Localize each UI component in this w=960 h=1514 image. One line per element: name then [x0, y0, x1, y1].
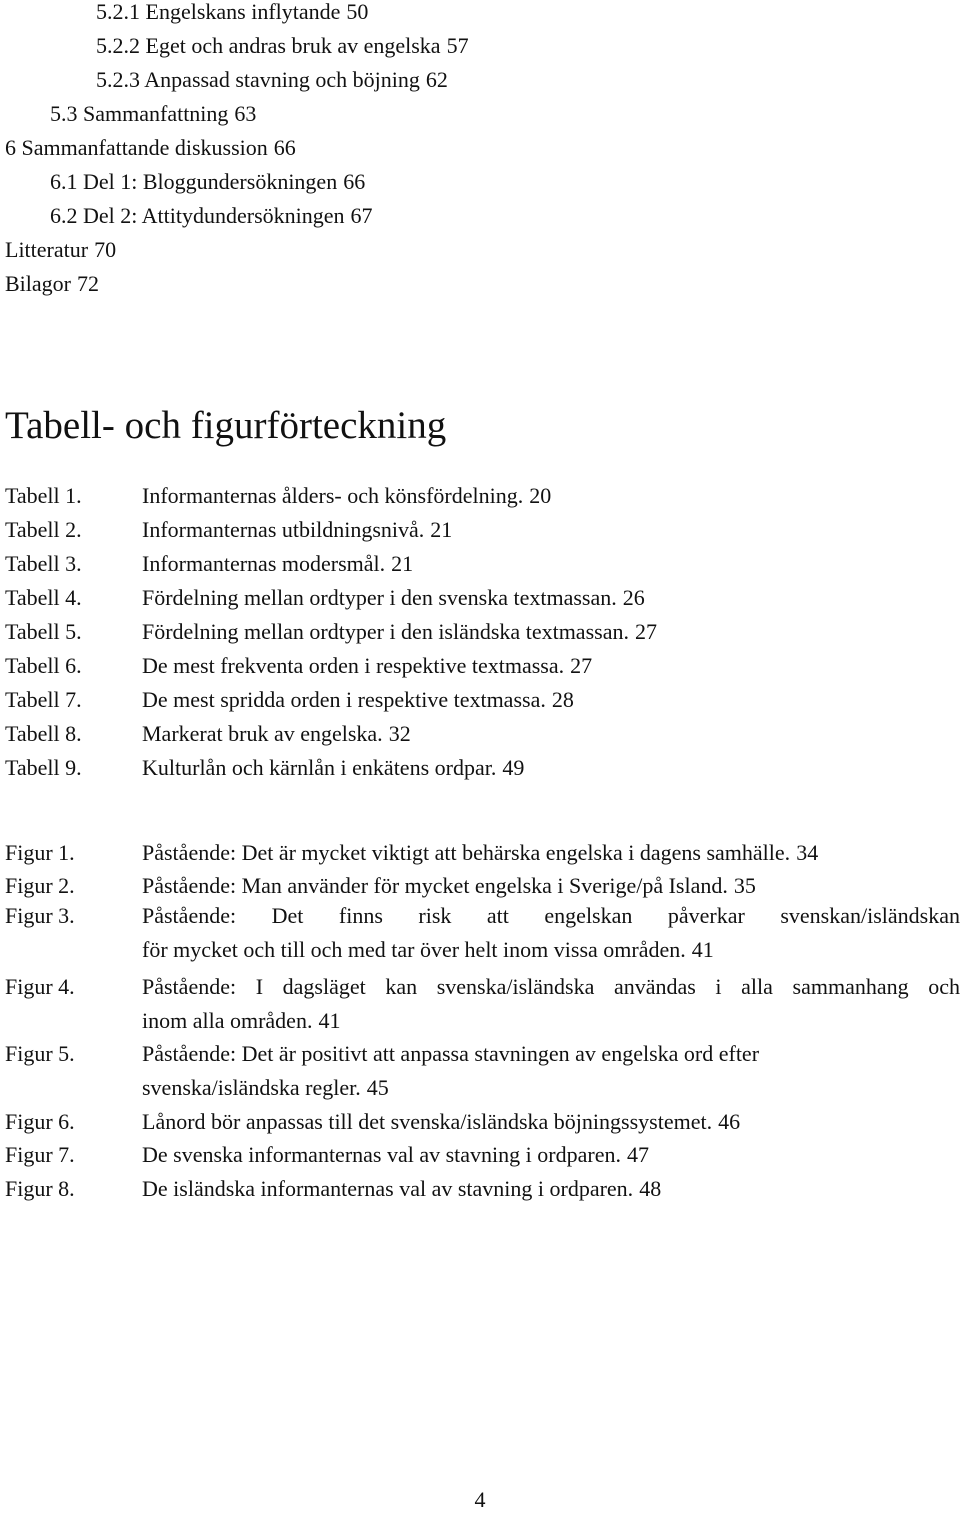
figure-entry: Figur 8. De isländska informanternas val av stavning i ordparen. 48 [5, 1176, 662, 1201]
table-entry: Tabell 4. Fördelning mellan ordtyper i den svenska textmassan. 26 [5, 585, 645, 610]
figure-entry: Figur 1. Påstående: Det är mycket viktigt att behärska engelska i dagens samhälle. 34 [5, 840, 819, 865]
section-heading: Tabell- och figurförteckning [5, 404, 447, 447]
table-entry: Tabell 6. De mest frekventa orden i respektive textmassa. 27 [5, 653, 593, 678]
table-entry: Tabell 2. Informanternas utbildningsnivå. 21 [5, 517, 453, 542]
figure-entry: Figur 5. Påstående: Det är positivt att anpassa stavningen av engelska ord efter svenska/isländska regler. 45 [5, 1041, 760, 1100]
table-entry: Tabell 8. Markerat bruk av engelska. 32 [5, 721, 411, 746]
figure-entry: Figur 6. Lånord bör anpassas till det svenska/isländska böjningssystemet. 46 [5, 1109, 741, 1134]
table-entry: Tabell 1. Informanternas ålders- och könsfördelning. 20 [5, 483, 552, 508]
figure-entry: Figur 4. Påstående: I dagsläget kan svenska/isländska användas i alla sammanhang och inom alla områden. 41 [5, 974, 960, 1033]
figure-entry: Figur 2. Påstående: Man använder för mycket engelska i Sverige/på Island. 35 [5, 873, 756, 898]
figure-entry: Figur 3. Påstående: Det finns risk att engelskan påverkar svenskan/isländskan för mycket och till och med tar över helt inom vissa områden. 41 [5, 903, 960, 962]
table-entry: Tabell 5. Fördelning mellan ordtyper i den isländska textmassan. 27 [5, 619, 657, 644]
toc-entry: Bilagor 72 [5, 271, 99, 296]
table-entry: Tabell 9. Kulturlån och kärnlån i enkätens ordpar. 49 [5, 755, 525, 780]
toc-entry: 6 Sammanfattande diskussion 66 [5, 135, 296, 160]
toc-entry: 6.2 Del 2: Attitydundersökningen 67 [50, 203, 373, 228]
table-entry: Tabell 3. Informanternas modersmål. 21 [5, 551, 414, 576]
page-number: 4 [474, 1487, 486, 1512]
toc-entry: 5.2.2 Eget och andras bruk av engelska 57 [96, 33, 469, 58]
toc-entry: 5.2.3 Anpassad stavning och böjning 62 [96, 67, 448, 92]
figure-entry: Figur 7. De svenska informanternas val av stavning i ordparen. 47 [5, 1142, 649, 1167]
toc-entry: Litteratur 70 [5, 237, 117, 262]
toc-entry: 5.2.1 Engelskans inflytande 50 [96, 0, 369, 24]
toc-entry: 6.1 Del 1: Bloggundersökningen 66 [50, 169, 366, 194]
toc-entry: 5.3 Sammanfattning 63 [50, 101, 257, 126]
table-entry: Tabell 7. De mest spridda orden i respektive textmassa. 28 [5, 687, 574, 712]
